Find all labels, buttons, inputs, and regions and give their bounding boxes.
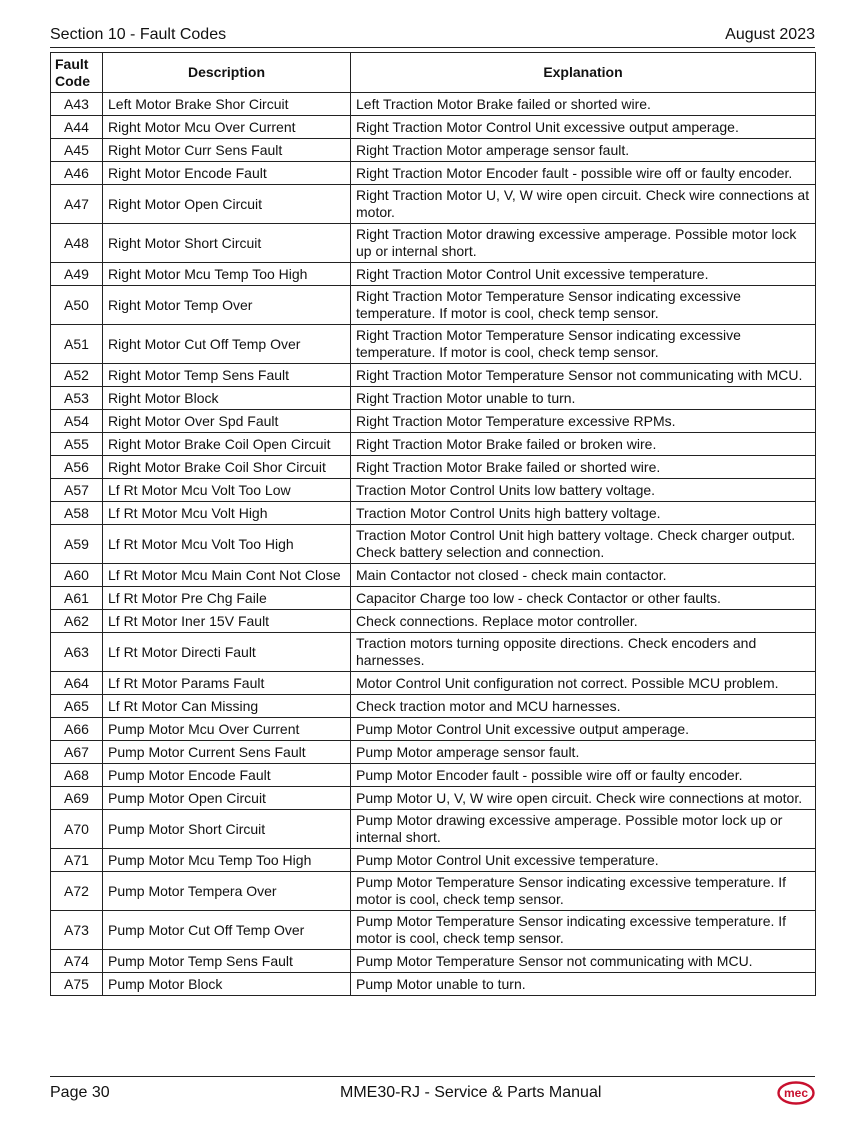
explanation-cell: Pump Motor Control Unit excessive output amperage. bbox=[351, 718, 816, 741]
explanation-cell: Right Traction Motor Temperature Sensor indicating excessive temperature. If motor is cool, check temp sensor. bbox=[351, 325, 816, 364]
explanation-cell: Right Traction Motor Temperature excessive RPMs. bbox=[351, 410, 816, 433]
description-cell: Right Motor Cut Off Temp Over bbox=[103, 325, 351, 364]
explanation-cell: Right Traction Motor U, V, W wire open circuit. Check wire connections at motor. bbox=[351, 185, 816, 224]
table-row bbox=[51, 587, 816, 610]
page-number: Page 30 bbox=[50, 1084, 110, 1101]
table-row bbox=[51, 525, 816, 564]
description-cell: Lf Rt Motor Can Missing bbox=[103, 695, 351, 718]
table-row bbox=[51, 263, 816, 286]
table-row bbox=[51, 479, 816, 502]
description-cell: Right Motor Temp Sens Fault bbox=[103, 364, 351, 387]
table-row bbox=[51, 633, 816, 672]
description-cell: Right Motor Curr Sens Fault bbox=[103, 139, 351, 162]
explanation-cell: Pump Motor Control Unit excessive temperature. bbox=[351, 849, 816, 872]
table-row bbox=[51, 325, 816, 364]
fault-code-cell: A45 bbox=[51, 139, 103, 162]
description-cell: Pump Motor Mcu Temp Too High bbox=[103, 849, 351, 872]
fault-code-cell: A46 bbox=[51, 162, 103, 185]
table-row bbox=[51, 364, 816, 387]
table-row bbox=[51, 849, 816, 872]
table-body bbox=[51, 93, 816, 996]
table-row bbox=[51, 718, 816, 741]
fault-code-cell: A44 bbox=[51, 116, 103, 139]
explanation-cell: Right Traction Motor drawing excessive amperage. Possible motor lock up or internal short. bbox=[351, 224, 816, 263]
table-row bbox=[51, 185, 816, 224]
description-cell: Lf Rt Motor Mcu Volt High bbox=[103, 502, 351, 525]
table-row bbox=[51, 950, 816, 973]
manual-title: MME30-RJ - Service & Parts Manual bbox=[340, 1084, 602, 1101]
description-cell: Right Motor Open Circuit bbox=[103, 185, 351, 224]
fault-code-cell: A58 bbox=[51, 502, 103, 525]
description-cell: Pump Motor Mcu Over Current bbox=[103, 718, 351, 741]
description-cell: Pump Motor Short Circuit bbox=[103, 810, 351, 849]
explanation-cell: Right Traction Motor Brake failed or broken wire. bbox=[351, 433, 816, 456]
fault-code-cell: A67 bbox=[51, 741, 103, 764]
description-cell: Right Motor Temp Over bbox=[103, 286, 351, 325]
fault-code-cell: A53 bbox=[51, 387, 103, 410]
table-row bbox=[51, 695, 816, 718]
table-row bbox=[51, 93, 816, 116]
explanation-cell: Pump Motor amperage sensor fault. bbox=[351, 741, 816, 764]
table-row bbox=[51, 741, 816, 764]
explanation-cell: Right Traction Motor Temperature Sensor not communicating with MCU. bbox=[351, 364, 816, 387]
publication-date: August 2023 bbox=[725, 26, 815, 43]
table-row bbox=[51, 116, 816, 139]
description-cell: Left Motor Brake Shor Circuit bbox=[103, 93, 351, 116]
explanation-cell: Motor Control Unit configuration not correct. Possible MCU problem. bbox=[351, 672, 816, 695]
table-row bbox=[51, 139, 816, 162]
section-title: Section 10 - Fault Codes bbox=[50, 26, 227, 43]
table-row bbox=[51, 872, 816, 911]
explanation-cell: Right Traction Motor unable to turn. bbox=[351, 387, 816, 410]
fault-code-cell: A49 bbox=[51, 263, 103, 286]
column-header-fault-code: Fault Code bbox=[51, 53, 103, 93]
table-row bbox=[51, 433, 816, 456]
explanation-cell: Check connections. Replace motor controller. bbox=[351, 610, 816, 633]
explanation-cell: Right Traction Motor Control Unit excessive temperature. bbox=[351, 263, 816, 286]
fault-code-table-wrapper bbox=[50, 52, 815, 996]
fault-code-cell: A70 bbox=[51, 810, 103, 849]
table-row bbox=[51, 162, 816, 185]
fault-code-cell: A59 bbox=[51, 525, 103, 564]
fault-code-cell: A54 bbox=[51, 410, 103, 433]
fault-code-cell: A56 bbox=[51, 456, 103, 479]
table-row bbox=[51, 502, 816, 525]
fault-code-cell: A75 bbox=[51, 973, 103, 996]
table-row bbox=[51, 224, 816, 263]
description-cell: Lf Rt Motor Iner 15V Fault bbox=[103, 610, 351, 633]
explanation-cell: Pump Motor Encoder fault - possible wire off or faulty encoder. bbox=[351, 764, 816, 787]
fault-code-table bbox=[50, 52, 816, 996]
description-cell: Pump Motor Encode Fault bbox=[103, 764, 351, 787]
table-row bbox=[51, 911, 816, 950]
description-cell: Right Motor Encode Fault bbox=[103, 162, 351, 185]
mec-logo-text: mec bbox=[783, 1086, 809, 1100]
table-row bbox=[51, 787, 816, 810]
explanation-cell: Main Contactor not closed - check main contactor. bbox=[351, 564, 816, 587]
fault-code-cell: A43 bbox=[51, 93, 103, 116]
column-header-description: Description bbox=[103, 53, 351, 93]
explanation-cell: Pump Motor drawing excessive amperage. Possible motor lock up or internal short. bbox=[351, 810, 816, 849]
explanation-cell: Right Traction Motor amperage sensor fault. bbox=[351, 139, 816, 162]
fault-code-cell: A65 bbox=[51, 695, 103, 718]
page-header bbox=[50, 22, 815, 48]
explanation-cell: Pump Motor Temperature Sensor indicating excessive temperature. If motor is cool, check temp sensor. bbox=[351, 911, 816, 950]
fault-code-cell: A60 bbox=[51, 564, 103, 587]
description-cell: Pump Motor Tempera Over bbox=[103, 872, 351, 911]
description-cell: Right Motor Mcu Temp Too High bbox=[103, 263, 351, 286]
table-row bbox=[51, 610, 816, 633]
explanation-cell: Traction Motor Control Units high battery voltage. bbox=[351, 502, 816, 525]
description-cell: Lf Rt Motor Directi Fault bbox=[103, 633, 351, 672]
page-footer bbox=[50, 1080, 815, 1106]
fault-code-cell: A66 bbox=[51, 718, 103, 741]
explanation-cell: Right Traction Motor Temperature Sensor indicating excessive temperature. If motor is cool, check temp sensor. bbox=[351, 286, 816, 325]
fault-code-cell: A51 bbox=[51, 325, 103, 364]
description-cell: Right Motor Brake Coil Open Circuit bbox=[103, 433, 351, 456]
explanation-cell: Left Traction Motor Brake failed or shorted wire. bbox=[351, 93, 816, 116]
description-cell: Lf Rt Motor Mcu Volt Too Low bbox=[103, 479, 351, 502]
fault-code-cell: A68 bbox=[51, 764, 103, 787]
fault-code-cell: A73 bbox=[51, 911, 103, 950]
fault-code-cell: A63 bbox=[51, 633, 103, 672]
fault-code-cell: A48 bbox=[51, 224, 103, 263]
table-row bbox=[51, 764, 816, 787]
fault-code-cell: A71 bbox=[51, 849, 103, 872]
description-cell: Pump Motor Cut Off Temp Over bbox=[103, 911, 351, 950]
explanation-cell: Right Traction Motor Encoder fault - possible wire off or faulty encoder. bbox=[351, 162, 816, 185]
fault-code-cell: A47 bbox=[51, 185, 103, 224]
description-cell: Lf Rt Motor Mcu Volt Too High bbox=[103, 525, 351, 564]
footer-rule bbox=[50, 1076, 815, 1077]
explanation-cell: Traction motors turning opposite directions. Check encoders and harnesses. bbox=[351, 633, 816, 672]
description-cell: Right Motor Mcu Over Current bbox=[103, 116, 351, 139]
explanation-cell: Capacitor Charge too low - check Contactor or other faults. bbox=[351, 587, 816, 610]
table-row bbox=[51, 286, 816, 325]
explanation-cell: Traction Motor Control Unit high battery voltage. Check charger output. Check battery selection and connection. bbox=[351, 525, 816, 564]
fault-code-cell: A74 bbox=[51, 950, 103, 973]
table-row bbox=[51, 387, 816, 410]
fault-code-cell: A62 bbox=[51, 610, 103, 633]
fault-code-cell: A57 bbox=[51, 479, 103, 502]
fault-code-cell: A64 bbox=[51, 672, 103, 695]
description-cell: Right Motor Block bbox=[103, 387, 351, 410]
column-header-explanation: Explanation bbox=[351, 53, 816, 93]
description-cell: Pump Motor Temp Sens Fault bbox=[103, 950, 351, 973]
explanation-cell: Pump Motor unable to turn. bbox=[351, 973, 816, 996]
description-cell: Right Motor Over Spd Fault bbox=[103, 410, 351, 433]
table-row bbox=[51, 456, 816, 479]
explanation-cell: Pump Motor Temperature Sensor not communicating with MCU. bbox=[351, 950, 816, 973]
table-row bbox=[51, 672, 816, 695]
table-header-row bbox=[51, 53, 816, 93]
table-row bbox=[51, 410, 816, 433]
table-row bbox=[51, 564, 816, 587]
mec-logo bbox=[777, 1081, 815, 1105]
explanation-cell: Right Traction Motor Brake failed or shorted wire. bbox=[351, 456, 816, 479]
fault-code-cell: A52 bbox=[51, 364, 103, 387]
fault-code-cell: A55 bbox=[51, 433, 103, 456]
table-row bbox=[51, 810, 816, 849]
explanation-cell: Pump Motor U, V, W wire open circuit. Check wire connections at motor. bbox=[351, 787, 816, 810]
description-cell: Pump Motor Open Circuit bbox=[103, 787, 351, 810]
explanation-cell: Traction Motor Control Units low battery voltage. bbox=[351, 479, 816, 502]
fault-code-cell: A69 bbox=[51, 787, 103, 810]
description-cell: Lf Rt Motor Pre Chg Faile bbox=[103, 587, 351, 610]
table-row bbox=[51, 973, 816, 996]
description-cell: Pump Motor Block bbox=[103, 973, 351, 996]
fault-code-cell: A50 bbox=[51, 286, 103, 325]
description-cell: Right Motor Short Circuit bbox=[103, 224, 351, 263]
description-cell: Lf Rt Motor Params Fault bbox=[103, 672, 351, 695]
explanation-cell: Pump Motor Temperature Sensor indicating excessive temperature. If motor is cool, check temp sensor. bbox=[351, 872, 816, 911]
description-cell: Pump Motor Current Sens Fault bbox=[103, 741, 351, 764]
fault-code-cell: A61 bbox=[51, 587, 103, 610]
explanation-cell: Right Traction Motor Control Unit excessive output amperage. bbox=[351, 116, 816, 139]
explanation-cell: Check traction motor and MCU harnesses. bbox=[351, 695, 816, 718]
fault-code-cell: A72 bbox=[51, 872, 103, 911]
description-cell: Right Motor Brake Coil Shor Circuit bbox=[103, 456, 351, 479]
description-cell: Lf Rt Motor Mcu Main Cont Not Close bbox=[103, 564, 351, 587]
